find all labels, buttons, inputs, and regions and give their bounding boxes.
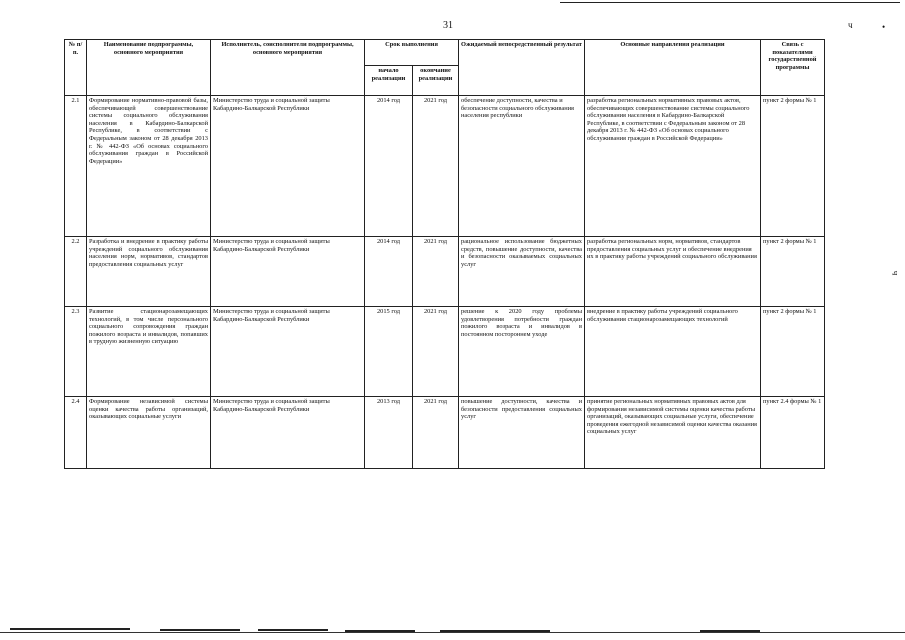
row-num: 2.4 [65, 397, 87, 469]
row-result: повышение доступности, качества и безопасности предоставления социальных услуг [459, 397, 585, 469]
row-link: пункт 2.4 формы № 1 [761, 397, 825, 469]
row-num: 2.1 [65, 96, 87, 237]
table-row [65, 397, 825, 469]
row-end: 2021 год [413, 237, 459, 307]
row-executor: Министерство труда и социальной защиты Кабардино-Балкарской Республики [211, 397, 365, 469]
scan-dash-4 [345, 630, 415, 632]
table-row [65, 96, 825, 237]
side-mark: ч [890, 270, 901, 276]
row-num: 2.3 [65, 307, 87, 397]
row-executor: Министерство труда и социальной защиты Кабардино-Балкарской Республики [211, 237, 365, 307]
scan-dash-2 [160, 629, 240, 631]
table-row [65, 237, 825, 307]
row-start: 2014 год [365, 96, 413, 237]
header-directions: Основные направления реализации [585, 40, 761, 96]
row-directions: принятие региональных нормативных правовых актов для формирования независимой системы оценки качества работы организаций, оказывающих социальные услуги, обеспечение проведения ежегодной независимой оценки качества оказания социальных услуг [585, 397, 761, 469]
row-name: Развитие стационарозамещающих технологий, в том числе персонального социального сопровождения граждан пожилого возраста и инвалидов, попавших в трудную жизненную ситуацию [87, 307, 211, 397]
table-row [65, 307, 825, 397]
row-name: Разработка и внедрение в практику работы учреждений социального обслуживания населения норм, нормативов, стандартов предоставления социальных услуг [87, 237, 211, 307]
header-result: Ожидаемый непосредственный результат [459, 40, 585, 96]
row-directions: разработка региональных нормативных правовых актов, обеспечивающих совершенствование системы социального обслуживания населения в Кабардино-Балкарской Республике, в соответствии с Федеральным законом от 28 декабря 2013 г. № 442-ФЗ «Об основах социального обслуживания граждан в Российской Федерации» [585, 96, 761, 237]
scan-dash-3 [258, 629, 328, 631]
header-end: окончание реализации [413, 66, 459, 96]
row-name: Формирование независимой системы оценки качества работы организаций, оказывающих социальные услуги [87, 397, 211, 469]
header-link: Связь с показателями государственной программы [761, 40, 825, 96]
row-directions: разработка региональных норм, нормативов, стандартов предоставления социальных услуг и обеспечение внедрения их в практику работы учреждений социального обслуживания [585, 237, 761, 307]
header-term: Срок выполнения [365, 40, 459, 66]
scan-line-top [560, 2, 900, 3]
header-start: начало реализации [365, 66, 413, 96]
scan-dash-6 [700, 630, 760, 632]
row-directions: внедрение в практику работы учреждений социального обслуживания стационарозамещающих технологий [585, 307, 761, 397]
row-end: 2021 год [413, 307, 459, 397]
header-num: № п/п. [65, 40, 87, 96]
scan-dash-1 [10, 628, 130, 630]
page-number: 31 [443, 20, 453, 31]
row-link: пункт 2 формы № 1 [761, 237, 825, 307]
header-row [65, 40, 825, 66]
row-start: 2013 год [365, 397, 413, 469]
row-link: пункт 2 формы № 1 [761, 96, 825, 237]
header-name: Наименование подпрограммы, основного мероприятия [87, 40, 211, 96]
row-link: пункт 2 формы № 1 [761, 307, 825, 397]
scan-line-bottom [0, 632, 905, 633]
row-result: рациональное использование бюджетных средств, повышение доступности, качества и безопасности оказываемых социальных услуг [459, 237, 585, 307]
row-executor: Министерство труда и социальной защиты Кабардино-Балкарской Республики [211, 96, 365, 237]
corner-dot: • [882, 22, 886, 32]
scan-dash-5 [440, 630, 550, 632]
row-num: 2.2 [65, 237, 87, 307]
program-table [64, 39, 825, 469]
row-end: 2021 год [413, 397, 459, 469]
row-result: обеспечение доступности, качества и безопасности социального обслуживания населения республики [459, 96, 585, 237]
row-name: Формирование нормативно-правовой базы, обеспечивающей совершенствование системы социального обслуживания населения в Кабардино-Балкарской Республике, в соответствии с Федеральным законом от 28 декабря 2013 г. № 442-ФЗ «Об основах социального обслуживания граждан в Российской Федерации» [87, 96, 211, 237]
row-start: 2015 год [365, 307, 413, 397]
row-end: 2021 год [413, 96, 459, 237]
row-result: решение к 2020 году проблемы удовлетворения потребности граждан пожилого возраста и инвалидов в постоянном постороннем уходе [459, 307, 585, 397]
row-executor: Министерство труда и социальной защиты Кабардино-Балкарской Республики [211, 307, 365, 397]
header-executor: Исполнитель, соисполнители подпрограммы, основного мероприятия [211, 40, 365, 96]
row-start: 2014 год [365, 237, 413, 307]
corner-mark: ч [848, 20, 853, 30]
